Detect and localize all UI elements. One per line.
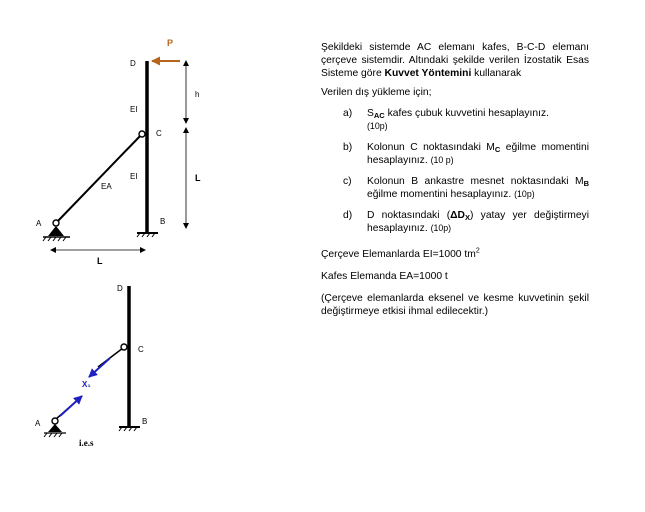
fixed-support-b-ies [119,427,140,431]
question-text: Kolonun B ankastre mesnet noktasındaki M [367,176,584,187]
problem-text [321,41,589,318]
dimension-h [183,60,189,124]
loading-line: Verilen dış yükleme için; [321,87,432,98]
label-d-ies: D [117,284,123,293]
question-text: eğilme momentini hesaplayınız. [367,142,589,166]
label-a-ies: A [35,419,41,428]
subscript: X [465,213,471,222]
dimension-l-vertical [183,127,189,229]
bottom-figure [35,284,147,448]
label-h: h [195,90,200,99]
label-p: P [167,38,174,48]
label-a: A [36,219,42,228]
label-l-right: L [195,173,201,183]
frame-ei-line [321,248,589,261]
question-text: kafes çubuk kuvvetini hesaplayınız. [384,108,549,119]
question-points: (10p) [430,223,452,233]
hinge-c-ies [121,344,127,350]
question-text: eğilme momentini hesaplayınız. [367,189,512,200]
question-letter: c) [343,176,352,187]
pin-support-a [43,226,70,241]
question-a [321,107,589,133]
frame-ei-text: Çerçeve Elemanlarda EI=1000 tm [321,249,476,260]
subscript: B [583,179,589,188]
label-c-ies: C [138,345,144,354]
question-d [321,209,589,235]
subscript: AC [373,111,385,120]
superscript: 2 [475,247,480,255]
hinge-a-ies [52,418,58,424]
label-ei-upper: EI [130,105,138,114]
question-text: D noktasındaki ( [367,210,451,221]
question-text: ) yatay yer değiştirmeyi hesaplayınız. [367,210,589,234]
intro-text-1: Şekildeki sistemde AC elemanı kafes, B-C-D elemanı çerçeve sistemdir. Altındaki şekilde verilen İzostatik Esas Sisteme göre [321,42,589,79]
question-text: Kolonun C noktasındaki M [367,142,495,153]
intro-paragraph [321,41,589,80]
intro-text-2: kullanarak [471,68,522,79]
question-points: (10 p) [430,155,454,165]
label-x1: X₁ [82,380,91,389]
dimension-l-horizontal [50,247,146,253]
subscript: C [494,145,501,154]
redundant-arrow-down [89,358,110,377]
label-ea: EA [101,182,112,191]
note-paragraph: (Çerçeve elemanlarda eksenel ve kesme kuvvetinin şekil değiştirmeye etkisi ihmal edilecektir.) [321,293,589,317]
question-symbol: ΔD [450,210,465,221]
question-letter: d) [343,210,353,221]
question-points: (10p) [367,121,388,131]
hinge-a [53,220,59,226]
question-c [321,175,589,201]
intro-method-name: Kuvvet Yöntemini [384,68,472,79]
top-figure [36,38,201,266]
label-ei-lower: EI [130,172,138,181]
question-b [321,141,589,167]
caption-ies: i.e.s [79,438,94,448]
redundant-arrow-up [60,396,82,416]
question-points: (10p) [514,189,535,199]
label-c: C [156,129,162,138]
question-letter: a) [343,108,353,119]
label-l-bottom: L [97,256,103,266]
question-letter: b) [343,142,353,153]
truss-ea-line: Kafes Elemanda EA=1000 t [321,271,448,282]
fixed-support-b [137,233,158,237]
hinge-c [139,131,145,137]
label-d: D [130,59,136,68]
label-b: B [160,217,166,226]
question-text: S [367,108,374,119]
pin-support-a-ies [44,424,66,437]
label-b-ies: B [142,417,148,426]
